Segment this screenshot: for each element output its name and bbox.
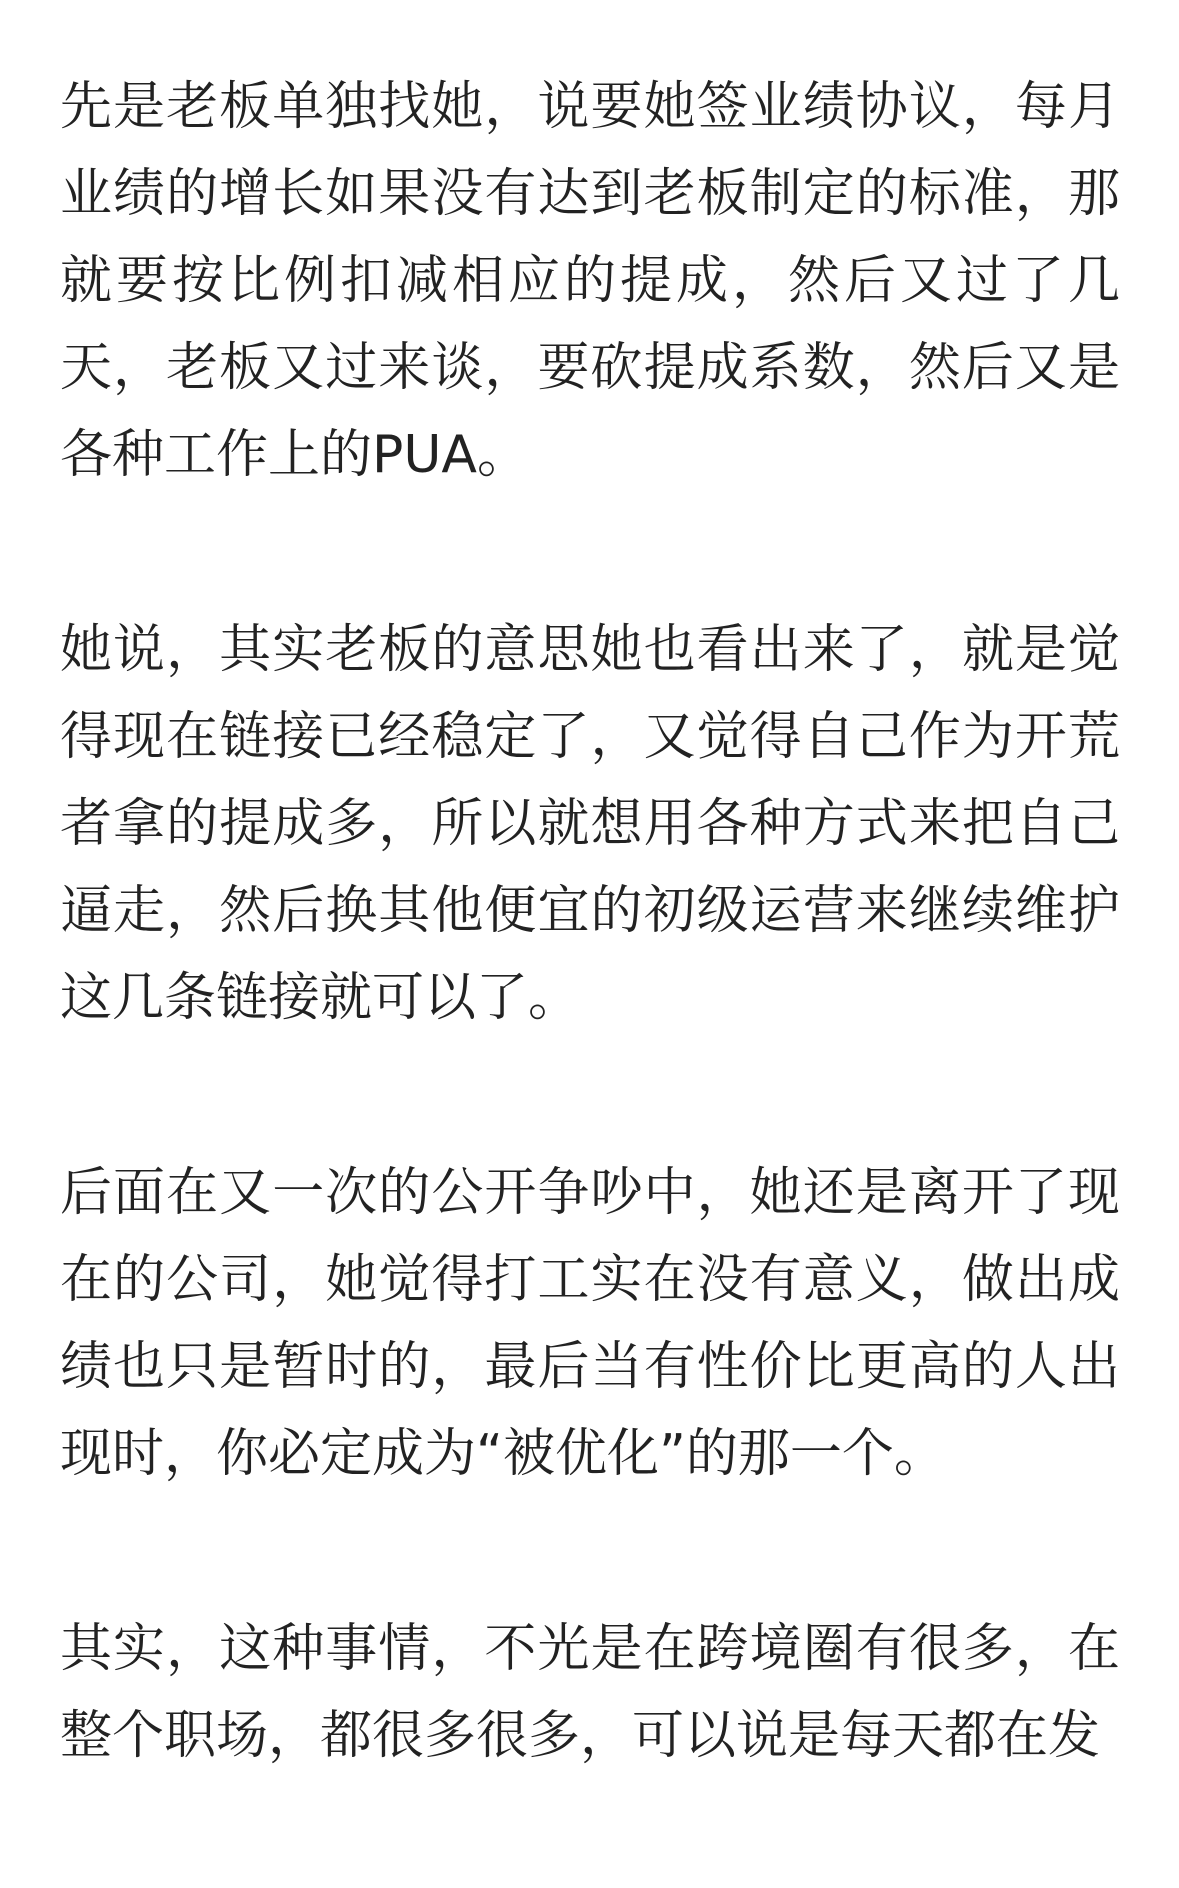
- paragraph-1: 先是老板单独找她，说要她签业绩协议，每月业绩的增长如果没有达到老板制定的标准，那就要按比例扣减相应的提成，然后又过了几天，老板又过来谈，要砍提成系数，然后又是各种工作上的PUA。: [60, 77, 1120, 485]
- paragraph-2: 她说，其实老板的意思她也看出来了，就是觉得现在链接已经稳定了，又觉得自己作为开荒者拿的提成多，所以就想用各种方式来把自己逼走，然后换其他便宜的初级运营来继续维护这几条链接就可以了。: [60, 620, 1120, 1028]
- paragraph-4: 其实，这种事情，不光是在跨境圈有很多，在整个职场，都很多很多，可以说是每天都在发: [60, 1619, 1120, 1766]
- paragraph-3: 后面在又一次的公开争吵中，她还是离开了现在的公司，她觉得打工实在没有意义，做出成绩也只是暂时的，最后当有性价比更高的人出现时，你必定成为“被优化”的那一个。: [60, 1163, 1120, 1484]
- article-body: [60, 64, 1120, 1888]
